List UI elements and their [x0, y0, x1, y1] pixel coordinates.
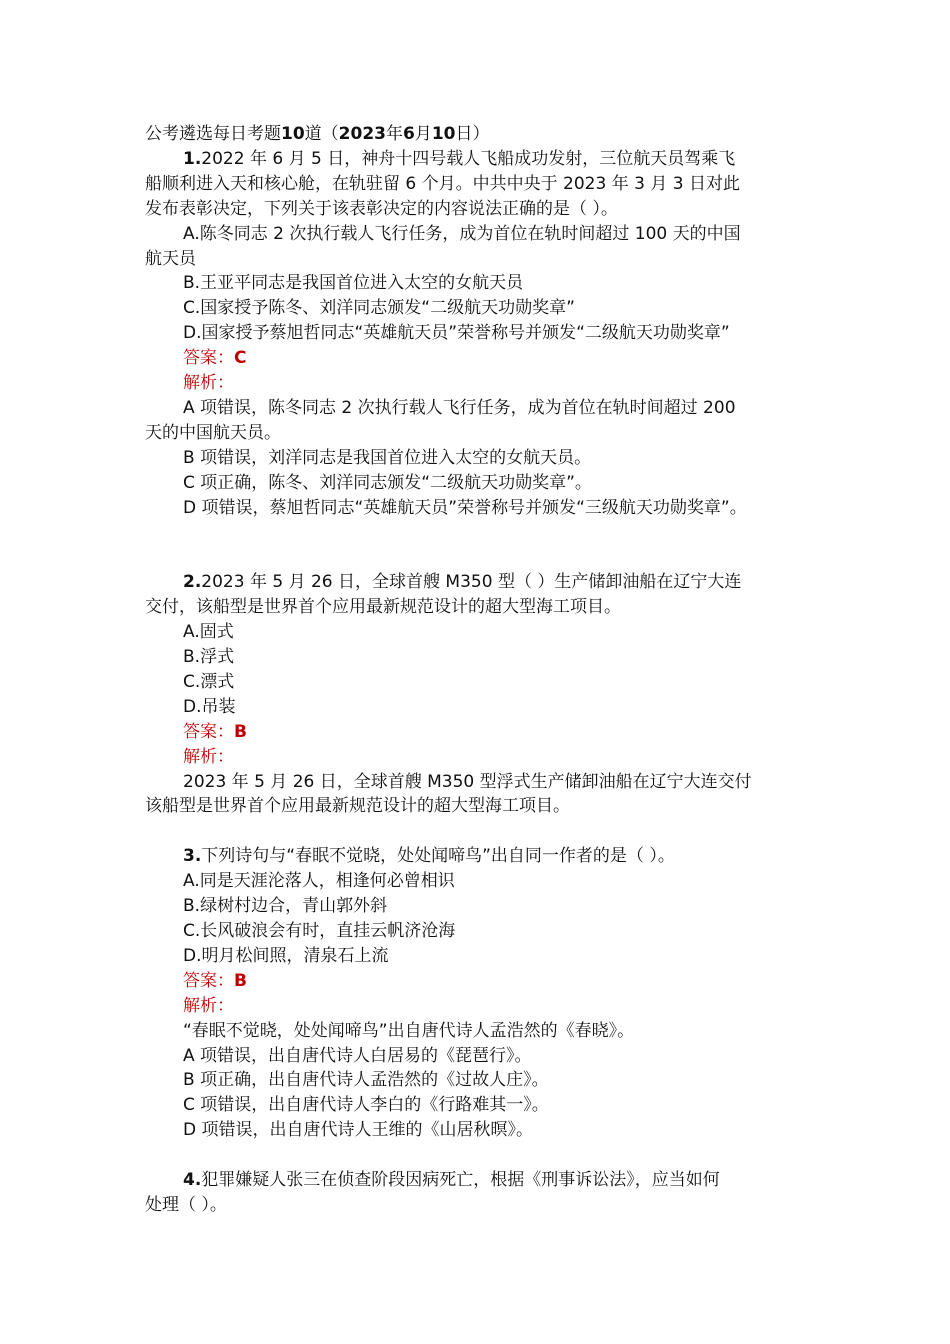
question-4	[145, 1168, 825, 1218]
stem-text: 犯罪嫌疑人张三在侦查阶段因病死亡，根据《刑事诉讼法》，应当如何	[201, 1170, 720, 1191]
analysis-label: 解析：	[183, 995, 234, 1016]
title-text: 年	[386, 124, 403, 144]
option-a-continued: 航天员	[145, 248, 196, 269]
page-title	[145, 122, 825, 147]
title-text: 月	[414, 124, 432, 144]
question-stem	[145, 1168, 825, 1193]
answer-line	[145, 346, 825, 371]
analysis-line: B 项错误，刘洋同志是我国首位进入太空的女航天员。	[183, 447, 592, 468]
question-stem	[145, 570, 825, 595]
analysis-line-continued: 天的中国航天员。	[145, 422, 281, 443]
answer-label: 答案：	[183, 721, 234, 742]
answer-value: B	[234, 721, 247, 742]
question-stem	[145, 844, 825, 869]
title-text: 日）	[455, 124, 490, 144]
question-number: 4.	[183, 1170, 202, 1191]
spacer	[145, 521, 825, 571]
answer-label: 答案：	[183, 348, 234, 369]
option-c: C.国家授予陈冬、刘洋同志颁发“二级航天功勋奖章”	[183, 298, 575, 319]
title-day: 10	[431, 124, 456, 144]
option-b: B.浮式	[183, 647, 235, 668]
analysis-line: B 项正确，出自唐代诗人孟浩然的《过故人庄》。	[183, 1070, 549, 1091]
analysis-line-continued: 该船型是世界首个应用最新规范设计的超大型海工项目。	[145, 796, 570, 817]
stem-text: 2023 年 5 月 26 日，全球首艘 M350 型（ ）生产储卸油船在辽宁大连	[201, 572, 742, 593]
question-number: 2.	[183, 572, 202, 593]
title-year: 2023	[338, 124, 386, 144]
stem-line: 处理（ ）。	[145, 1194, 227, 1215]
answer-label: 答案：	[183, 970, 234, 991]
analysis-line: D 项错误，出自唐代诗人王维的《山居秋暝》。	[183, 1120, 533, 1141]
title-text: 公考遴选每日考题	[145, 124, 281, 144]
option-a: A.陈冬同志 2 次执行载人飞行任务，成为首位在轨时间超过 100 天的中国	[183, 223, 741, 244]
stem-line: 船顺利进入天和核心舱，在轨驻留 6 个月。中共中央于 2023 年 3 月 3 日对此	[145, 173, 740, 194]
option-a: A.同是天涯沦落人，相逢何必曾相识	[183, 871, 455, 892]
document-body	[145, 122, 825, 1218]
stem-line: 交付，该船型是世界首个应用最新规范设计的超大型海工项目。	[145, 597, 621, 618]
analysis-label: 解析：	[183, 746, 234, 767]
option-c: C.漂式	[183, 671, 235, 692]
question-number: 3.	[183, 846, 202, 867]
analysis-line: C 项正确，陈冬、刘洋同志颁发“二级航天功勋奖章”。	[183, 472, 592, 493]
option-b: B.绿树村边合，青山郭外斜	[183, 896, 388, 917]
answer-line	[145, 969, 825, 994]
option-a: A.固式	[183, 622, 234, 643]
analysis-line: D 项错误，蔡旭哲同志“英雄航天员”荣誉称号并颁发“三级航天功勋奖章”。	[183, 497, 747, 518]
question-1	[145, 147, 825, 521]
analysis-line: 2023 年 5 月 26 日，全球首艘 M350 型浮式生产储卸油船在辽宁大连交付	[183, 771, 752, 792]
question-2	[145, 570, 825, 819]
answer-value: B	[234, 970, 247, 991]
question-number: 1.	[183, 148, 202, 169]
stem-text: 2022 年 6 月 5 日，神舟十四号载人飞船成功发射，三位航天员驾乘飞	[201, 148, 736, 169]
answer-line	[145, 720, 825, 745]
question-stem	[145, 147, 825, 172]
option-d: D.吊装	[183, 696, 236, 717]
title-text: 道（	[304, 124, 339, 144]
answer-value: C	[234, 348, 247, 369]
analysis-label: 解析：	[183, 373, 234, 394]
spacer	[145, 819, 825, 844]
stem-line: 发布表彰决定，下列关于该表彰决定的内容说法正确的是（ ）。	[145, 198, 618, 219]
title-month: 6	[403, 124, 415, 144]
analysis-line: C 项错误，出自唐代诗人李白的《行路难其一》。	[183, 1095, 549, 1116]
option-d: D.明月松间照，清泉石上流	[183, 945, 389, 966]
option-b: B.王亚平同志是我国首位进入太空的女航天员	[183, 273, 524, 294]
stem-text: 下列诗句与“春眠不觉晓，处处闻啼鸟”出自同一作者的是（ ）。	[201, 846, 675, 867]
analysis-line: A 项错误，陈冬同志 2 次执行载人飞行任务，成为首位在轨时间超过 200	[183, 397, 736, 418]
question-3	[145, 844, 825, 1143]
analysis-line: A 项错误，出自唐代诗人白居易的《琵琶行》。	[183, 1045, 532, 1066]
option-d: D.国家授予蔡旭哲同志“英雄航天员”荣誉称号并颁发“二级航天功勋奖章”	[183, 323, 730, 344]
analysis-line: “春眠不觉晓，处处闻啼鸟”出自唐代诗人孟浩然的《春晓》。	[183, 1020, 635, 1041]
option-c: C.长风破浪会有时，直挂云帆济沧海	[183, 920, 456, 941]
spacer	[145, 1143, 825, 1168]
title-count: 10	[281, 124, 305, 144]
